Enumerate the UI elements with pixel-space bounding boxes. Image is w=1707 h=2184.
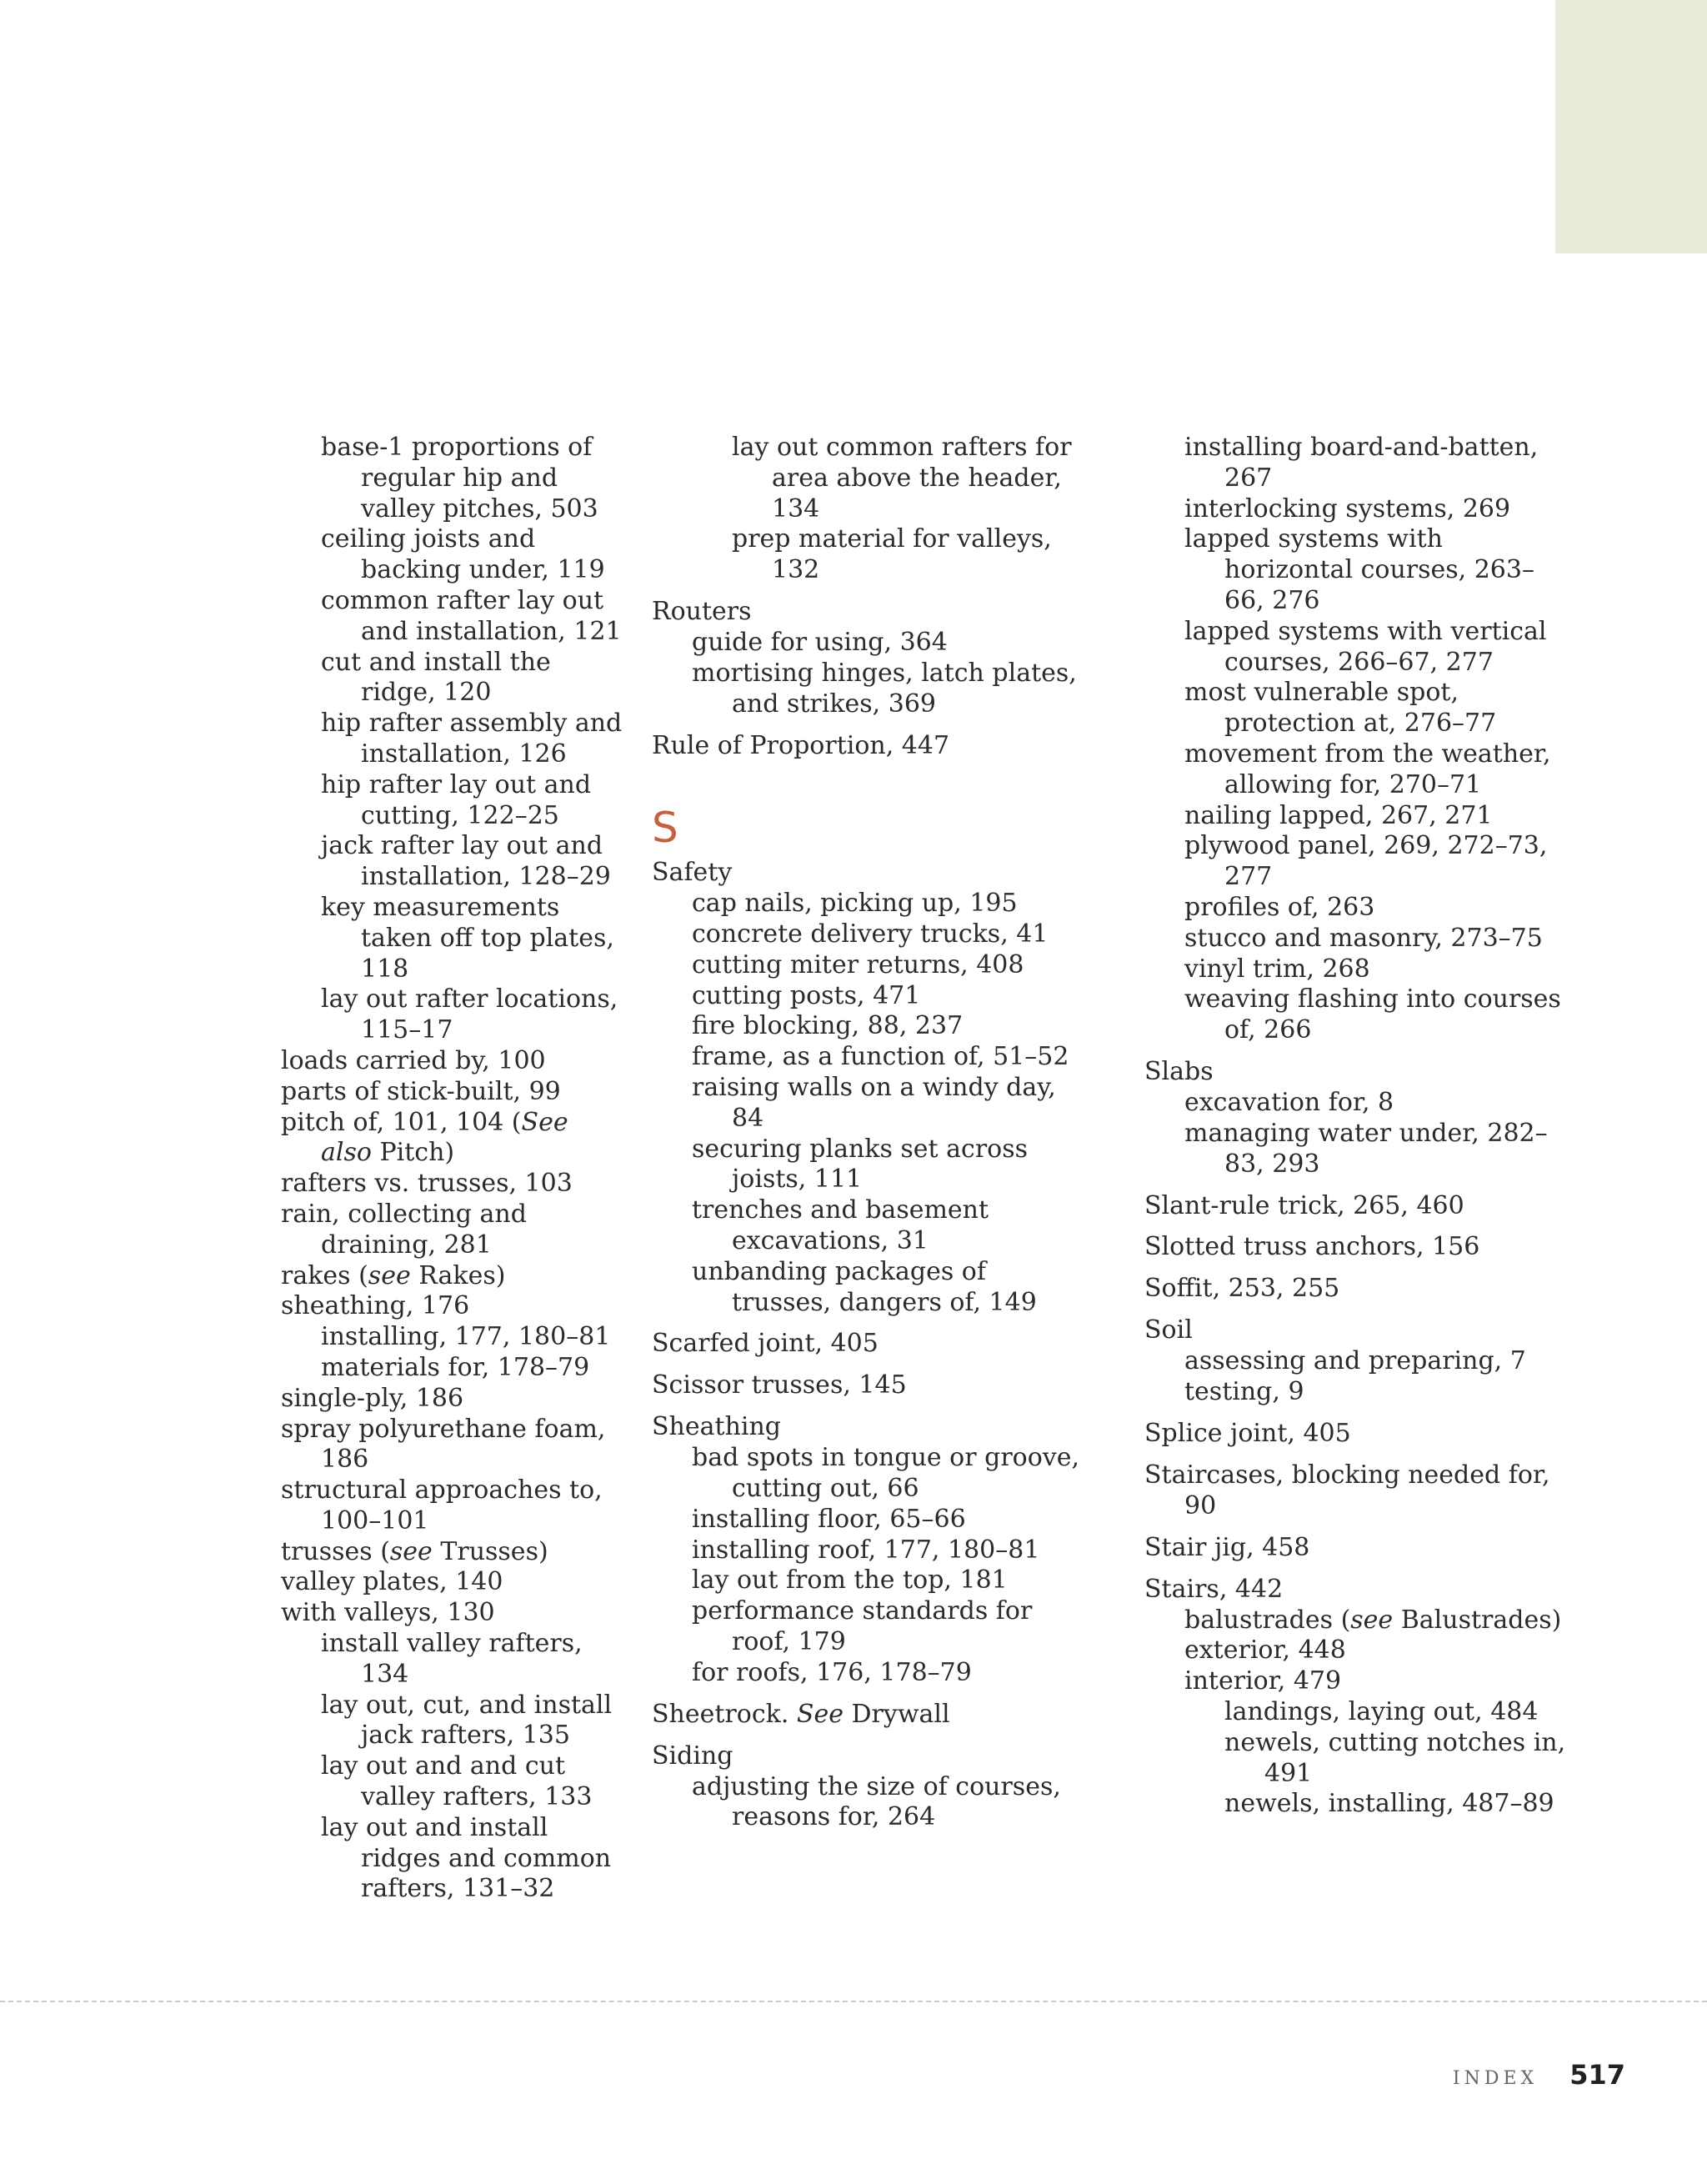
index-entry: [652, 1596, 1085, 1658]
entry-text: most vulnerable spot, protection at, 276–77: [1184, 678, 1497, 739]
index-entry: [241, 709, 624, 770]
entry-text: Drywall: [843, 1699, 950, 1729]
cross-reference-italic: See also: [321, 1107, 568, 1168]
entry-text: hip rafter assembly and installation, 126: [321, 709, 623, 769]
entry-text: prep material for valleys, 132: [732, 524, 1052, 585]
index-entry: [1104, 1274, 1571, 1305]
index-entry: [652, 919, 1085, 950]
entry-text: assessing and preparing, 7: [1184, 1346, 1526, 1376]
entry-text: vinyl trim, 268: [1184, 954, 1370, 984]
index-heading: [652, 1700, 1085, 1731]
entry-text: Scissor trusses, 145: [652, 1370, 907, 1400]
entry-text: rakes (: [281, 1260, 368, 1290]
index-entry: [652, 1073, 1085, 1135]
index-entry: [652, 628, 1085, 659]
index-entry: [1104, 1605, 1571, 1636]
index-entry: [1104, 801, 1571, 832]
entry-text: installing board-and-batten, 267: [1184, 433, 1539, 493]
entry-text: fire blocking, 88, 237: [692, 1011, 964, 1041]
entry-text: trusses (: [281, 1536, 390, 1566]
entry-text: installing, 177, 180–81: [321, 1322, 611, 1352]
index-entry: [241, 1475, 624, 1537]
footer-divider: [0, 2001, 1707, 2002]
entry-text: newels, cutting notches in, 491: [1224, 1727, 1566, 1788]
entry-text: key measurements taken off top plates, 118: [321, 892, 614, 984]
index-entry: [1104, 924, 1571, 954]
index-entry: [652, 1042, 1085, 1073]
index-entry: [241, 1353, 624, 1384]
entry-text: guide for using, 364: [692, 627, 948, 657]
entry-text: Safety: [652, 858, 733, 888]
index-entry: [241, 1200, 624, 1261]
index-entry: [241, 648, 624, 709]
entry-text: Staircases, blocking needed for, 90: [1144, 1460, 1550, 1520]
entry-text: lay out and install ridges and common rafters, 131–32: [321, 1812, 612, 1904]
entry-text: lapped systems with vertical courses, 266–67, 277: [1184, 616, 1547, 677]
entry-text: jack rafter lay out and installation, 128–29: [321, 831, 611, 892]
entry-text: common rafter lay out and installation, 121: [321, 585, 622, 646]
index-heading: [652, 1412, 1085, 1443]
entry-text: mortising hinges, latch plates, and strikes, 369: [692, 658, 1077, 719]
entry-text: Stairs, 442: [1144, 1574, 1284, 1604]
index-entry: [241, 1322, 624, 1353]
index-entry: [241, 586, 624, 648]
index-heading: [652, 858, 1085, 889]
entry-text: bad spots in tongue or groove, cutting out, 66: [692, 1443, 1080, 1504]
entry-text: installing roof, 177, 180–81: [692, 1535, 1040, 1565]
entry-text: cutting posts, 471: [692, 980, 921, 1010]
index-entry: [652, 524, 1085, 586]
section-letter: S: [652, 804, 678, 853]
entry-text: Soffit, 253, 255: [1144, 1274, 1340, 1304]
index-entry: [241, 831, 624, 893]
entry-text: exterior, 448: [1184, 1635, 1346, 1666]
index-entry: [241, 1291, 624, 1322]
entry-text: nailing lapped, 267, 271: [1184, 800, 1493, 830]
index-column-2: [652, 433, 1085, 1833]
index-entry: [1104, 1232, 1571, 1263]
index-entry: [241, 1598, 624, 1629]
entry-text: testing, 9: [1184, 1377, 1304, 1407]
page-edge-tab: [1555, 0, 1707, 253]
index-column-1: [241, 433, 624, 1905]
index-entry: [652, 1565, 1085, 1596]
cross-reference-italic: see: [368, 1260, 411, 1290]
index-entry: [1104, 1346, 1571, 1377]
entry-text: Balustrades): [1393, 1605, 1562, 1635]
index-heading: [652, 597, 1085, 628]
index-entry: [241, 1629, 624, 1691]
entry-text: hip rafter lay out and cutting, 122–25: [321, 769, 592, 830]
index-entry: [241, 1046, 624, 1077]
entry-text: Slotted truss anchors, 156: [1144, 1232, 1480, 1262]
entry-text: Siding: [652, 1741, 733, 1771]
index-entry: [1104, 893, 1571, 924]
index-heading: [652, 1741, 1085, 1772]
index-entry: [1104, 954, 1571, 985]
entry-text: excavation for, 8: [1184, 1087, 1394, 1117]
entry-text: interlocking systems, 269: [1184, 493, 1511, 523]
index-entry: [1104, 1088, 1571, 1119]
entry-text: installing floor, 65–66: [692, 1504, 966, 1534]
page-footer: [1417, 2059, 1625, 2091]
index-entry: [652, 1195, 1085, 1257]
entry-text: Slant-rule trick, 265, 460: [1144, 1190, 1464, 1220]
entry-text: Slabs: [1144, 1057, 1214, 1087]
entry-text: rain, collecting and draining, 281: [281, 1199, 527, 1260]
index-entry: [1104, 1728, 1571, 1790]
running-footer-section: INDEX: [1452, 2068, 1539, 2089]
entry-text: cutting miter returns, 408: [692, 949, 1024, 979]
index-entry: [1104, 1057, 1571, 1088]
index-entry: [1104, 1119, 1571, 1180]
entry-text: Sheetrock.: [652, 1699, 797, 1729]
index-entry: [652, 889, 1085, 919]
index-heading: [652, 731, 1085, 762]
index-entry: [241, 433, 624, 524]
entry-text: cap nails, picking up, 195: [692, 889, 1018, 919]
entry-text: movement from the weather, allowing for, 270–71: [1184, 739, 1551, 799]
entry-text: parts of stick-built, 99: [281, 1076, 561, 1106]
index-entry: [652, 433, 1085, 524]
entry-text: Pitch): [371, 1138, 455, 1168]
index-entry: [1104, 494, 1571, 525]
index-entry: [1104, 678, 1571, 739]
index-entry: [1104, 1575, 1571, 1605]
entry-text: ceiling joists and backing under, 119: [321, 524, 605, 585]
entry-text: Trusses): [432, 1536, 548, 1566]
index-entry: [652, 1772, 1085, 1834]
index-entry: [1104, 433, 1571, 494]
index-entry: [652, 1135, 1085, 1196]
index-entry: [652, 950, 1085, 981]
index-entry: [241, 1108, 624, 1170]
entry-text: unbanding packages of trusses, dangers of, 149: [692, 1256, 1037, 1317]
entry-text: cut and install the ridge, 120: [321, 647, 551, 708]
entry-text: pitch of, 101, 104 (: [281, 1107, 522, 1137]
entry-text: lay out common rafters for area above the header, 134: [732, 433, 1072, 523]
entry-text: raising walls on a windy day, 84: [692, 1072, 1056, 1133]
entry-text: securing planks set across joists, 111: [692, 1134, 1029, 1195]
index-entry: [1104, 1666, 1571, 1697]
entry-text: structural approaches to, 100–101: [281, 1475, 603, 1535]
index-entry: [241, 984, 624, 1046]
entry-text: landings, laying out, 484: [1224, 1696, 1539, 1726]
index-entry: [1104, 524, 1571, 616]
index-entry: [1104, 1315, 1571, 1346]
index-entry: [241, 1751, 624, 1813]
index-entry: [1104, 1533, 1571, 1564]
entry-text: plywood panel, 269, 272–73, 277: [1184, 831, 1548, 892]
entry-text: profiles of, 263: [1184, 892, 1375, 922]
entry-text: sheathing, 176: [281, 1291, 470, 1321]
entry-text: frame, as a function of, 51–52: [692, 1042, 1069, 1072]
index-entry: [1104, 1635, 1571, 1666]
index-entry: [652, 659, 1085, 720]
entry-text: managing water under, 282–83, 293: [1184, 1118, 1548, 1179]
entry-text: lay out rafter locations, 115–17: [321, 984, 618, 1045]
index-entry: [1104, 831, 1571, 893]
entry-text: lapped systems with horizontal courses, 263–66, 276: [1184, 524, 1534, 615]
entry-text: base-1 proportions of regular hip and valley pitches, 503: [321, 433, 598, 523]
entry-text: stucco and masonry, 273–75: [1184, 923, 1543, 953]
index-entry: [1104, 739, 1571, 801]
entry-text: interior, 479: [1184, 1666, 1342, 1696]
cross-reference-italic: See: [796, 1699, 843, 1729]
index-entry: [241, 1384, 624, 1415]
entry-text: materials for, 178–79: [321, 1352, 590, 1382]
index-entry: [241, 1169, 624, 1200]
index-entry: [1104, 1460, 1571, 1522]
index-entry: [652, 1505, 1085, 1535]
entry-text: Rule of Proportion, 447: [652, 730, 950, 760]
index-entry: [241, 1537, 624, 1568]
index-entry: [1104, 984, 1571, 1046]
entry-text: balustrades (: [1184, 1605, 1351, 1635]
index-entry: [241, 1691, 624, 1752]
cross-reference-italic: see: [1350, 1605, 1394, 1635]
index-entry: [1104, 1377, 1571, 1408]
index-entry: [652, 1443, 1085, 1505]
index-entry: [241, 1813, 624, 1905]
entry-text: adjusting the size of courses, reasons for, 264: [692, 1771, 1061, 1832]
page-number: 517: [1569, 2059, 1625, 2091]
entry-text: valley plates, 140: [281, 1567, 503, 1597]
index-entry: [241, 1261, 624, 1292]
entry-text: Rakes): [410, 1260, 506, 1290]
index-entry: [241, 770, 624, 832]
index-entry: [241, 1077, 624, 1108]
entry-text: Sheathing: [652, 1412, 782, 1442]
index-entry: [1104, 1697, 1571, 1728]
index-entry: [241, 1567, 624, 1598]
index-heading: [652, 1329, 1085, 1360]
index-entry: [1104, 617, 1571, 679]
entry-text: loads carried by, 100: [281, 1045, 546, 1075]
entry-text: with valleys, 130: [281, 1598, 495, 1628]
entry-text: Soil: [1144, 1315, 1193, 1345]
entry-text: single-ply, 186: [281, 1383, 464, 1413]
entry-text: Stair jig, 458: [1144, 1532, 1310, 1562]
index-entry: [1104, 1419, 1571, 1450]
index-entry: [241, 524, 624, 586]
index-entry: [1104, 1789, 1571, 1820]
entry-text: lay out, cut, and install jack rafters, 135: [321, 1690, 613, 1751]
cross-reference-italic: see: [389, 1536, 433, 1566]
index-column-3: [1104, 433, 1571, 1820]
entry-text: trenches and basement excavations, 31: [692, 1195, 989, 1255]
entry-text: Scarfed joint, 405: [652, 1329, 879, 1359]
entry-text: newels, installing, 487–89: [1224, 1789, 1554, 1819]
index-entry: [652, 1257, 1085, 1319]
index-entry: [652, 1658, 1085, 1689]
index-entry: [652, 981, 1085, 1012]
index-entry: [241, 893, 624, 984]
entry-text: Splice joint, 405: [1144, 1419, 1351, 1449]
entry-text: spray polyurethane foam, 186: [281, 1414, 606, 1475]
index-entry: [1104, 1191, 1571, 1222]
entry-text: lay out from the top, 181: [692, 1565, 1008, 1595]
entry-text: Routers: [652, 597, 752, 627]
entry-text: install valley rafters, 134: [321, 1629, 583, 1689]
index-entry: [652, 1011, 1085, 1042]
index-heading: [652, 1370, 1085, 1401]
index-entry: [241, 1415, 624, 1476]
entry-text: weaving flashing into courses of, 266: [1184, 984, 1561, 1045]
entry-text: performance standards for roof, 179: [692, 1596, 1033, 1657]
index-entry: [652, 1535, 1085, 1566]
entry-text: for roofs, 176, 178–79: [692, 1657, 972, 1687]
entry-text: lay out and and cut valley rafters, 133: [321, 1751, 593, 1812]
entry-text: concrete delivery trucks, 41: [692, 919, 1049, 949]
entry-text: rafters vs. trusses, 103: [281, 1169, 573, 1199]
